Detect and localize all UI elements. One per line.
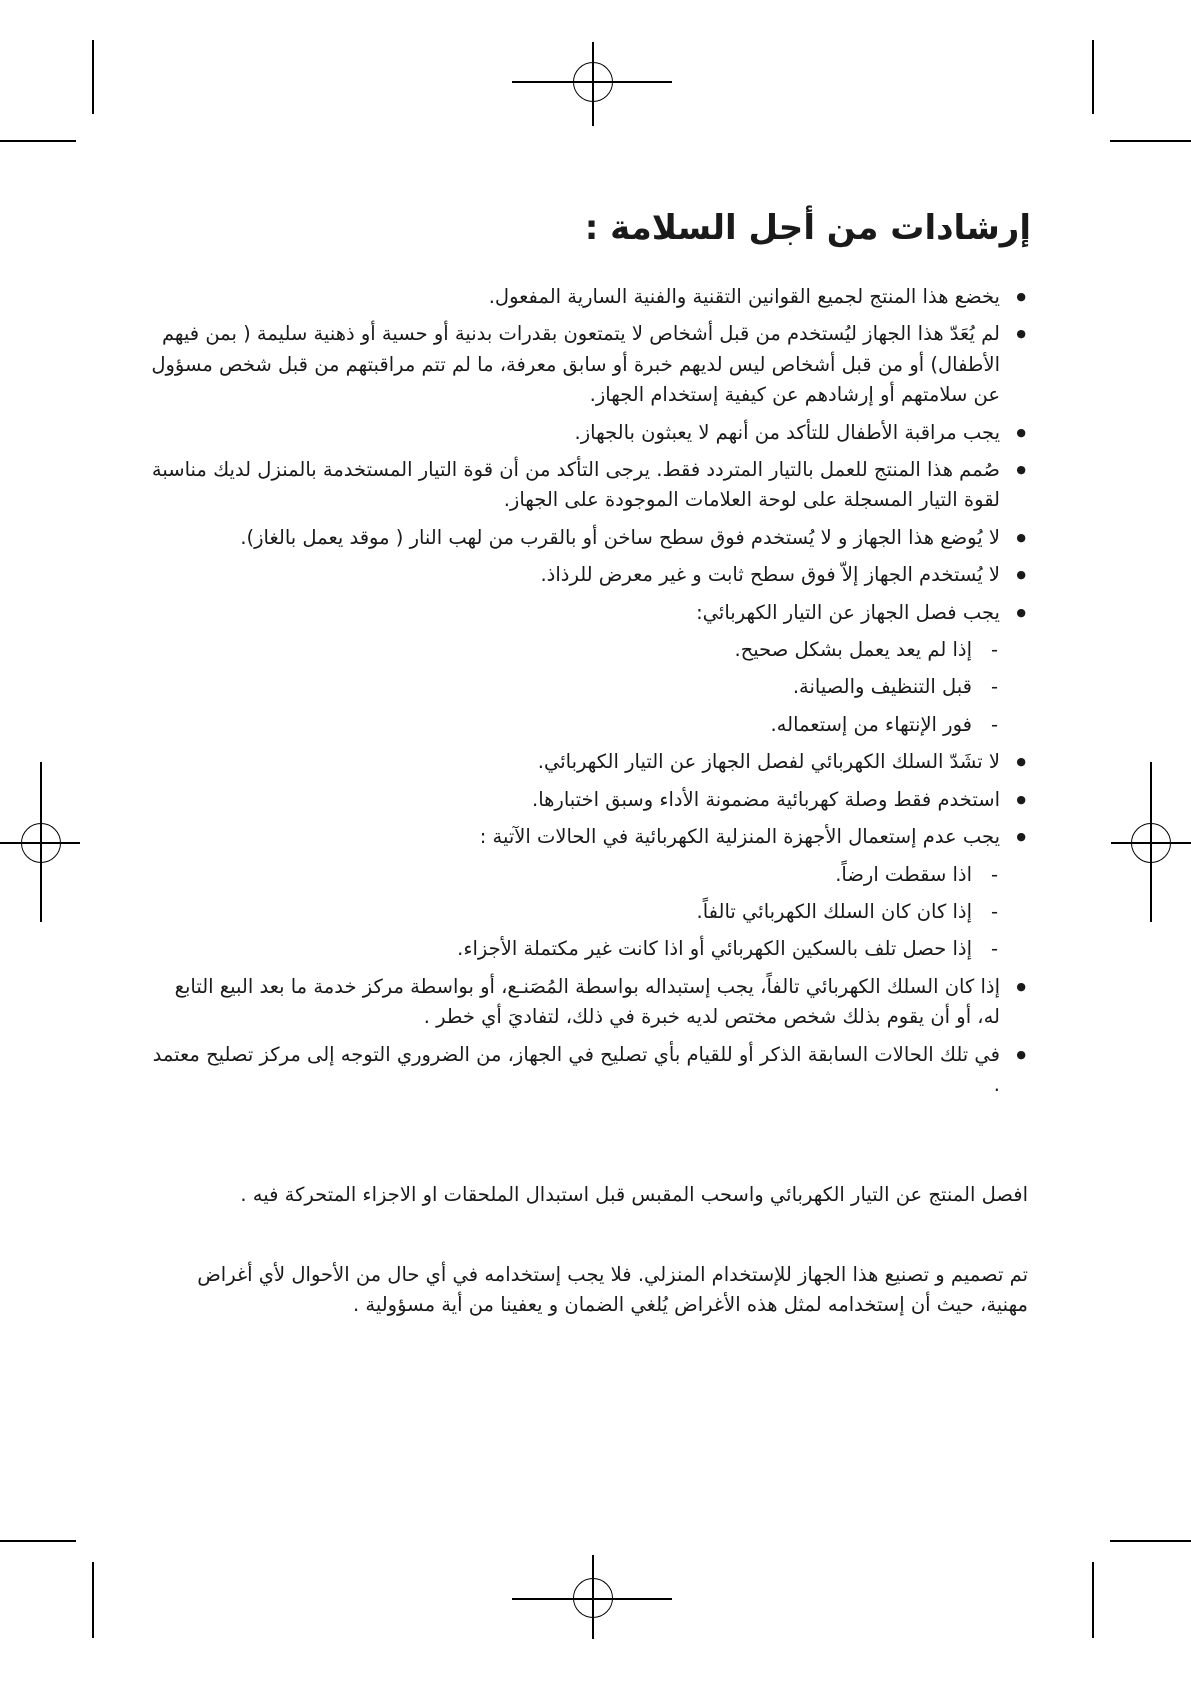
- list-item: ● يجب مراقبة الأطفال للتأكد من أنهم لا يعبثون بالجهاز.: [150, 418, 1028, 448]
- sub-list-item: - إذا لم يعد يعمل بشكل صحيح.: [150, 635, 1028, 665]
- registration-mark-bottom-circle: [573, 1578, 613, 1618]
- registration-mark-right-circle: [1131, 823, 1171, 863]
- list-item: ● استخدم فقط وصلة كهربائية مضمونة الأداء وسبق اختبارها.: [150, 785, 1028, 815]
- list-item: ● لا تشَدّ السلك الكهربائي لفصل الجهاز عن التيار الكهربائي.: [150, 747, 1028, 777]
- list-item: ● في تلك الحالات السابقة الذكر أو للقيام بأي تصليح في الجهاز، من الضروري التوجه إلى مركز تصليح معتمد .: [150, 1040, 1028, 1101]
- unplug-paragraph: افصل المنتج عن التيار الكهربائي واسحب المقبس قبل استبدال الملحقات او الاجزاء المتحركة فيه .: [240, 1182, 1028, 1206]
- page-title: إرشادات من أجل السلامة :: [584, 208, 1031, 248]
- registration-mark-left-circle: [21, 823, 61, 863]
- sub-list-item: - إذا حصل تلف بالسكين الكهربائي أو اذا كانت غير مكتملة الأجزاء.: [150, 934, 1028, 964]
- list-item: ● يخضع هذا المنتج لجميع القوانين التقنية والفنية السارية المفعول.: [150, 282, 1028, 312]
- safety-instructions-list: [150, 282, 1028, 1107]
- crop-mark-top-left-vertical: [92, 40, 94, 114]
- household-use-paragraph: تم تصميم و تصنيع هذا الجهاز للإستخدام المنزلي. فلا يجب إستخدامه في أي حال من الأحوال لأي أغراض مهنية، حيث أن إستخدامه لمثل هذه الأغراض يُلغي الضمان و يعفينا من أية مسؤولية .: [197, 1262, 1028, 1316]
- sub-list-item: - إذا كان كان السلك الكهربائي تالفاً.: [150, 897, 1028, 927]
- list-item: ● إذا كان السلك الكهربائي تالفاً، يجب إستبداله بواسطة المُصَنـع، أو بواسطة مركز خدمة ما بعد البيع التابع له، أو أن يقوم بذلك شخص مختص لديه خبرة في ذلك، لتفاديَ أي خطر .: [150, 972, 1028, 1033]
- crop-mark-top-left-horizontal: [0, 140, 76, 142]
- list-item: ● لم يُعَدّ هذا الجهاز ليُستخدم من قبل أشخاص لا يتمتعون بقدرات بدنية أو حسية أو ذهنية سليمة ( بمن فيهم الأطفال) أو من قبل أشخاص ليس لديهم خبرة أو سابق معرفة، ما لم تتم مراقبتهم من قبل شخص مسؤول عن سلامتهم أو إرشادهم عن كيفية إستخدام الجهاز.: [150, 319, 1028, 410]
- list-item: ● صُمم هذا المنتج للعمل بالتيار المتردد فقط. يرجى التأكد من أن قوة التيار المستخدمة بالمنزل لديك مناسبة لقوة التيار المسجلة على لوحة العلامات الموجودة على الجهاز.: [150, 455, 1028, 516]
- sub-list-item: - فور الإنتهاء من إستعماله.: [150, 710, 1028, 740]
- crop-mark-top-right-horizontal: [1110, 140, 1191, 142]
- sub-list-item: - اذا سقطت ارضاً.: [150, 860, 1028, 890]
- crop-mark-bottom-left-horizontal: [0, 1540, 76, 1542]
- crop-mark-bottom-right-horizontal: [1110, 1540, 1191, 1542]
- crop-mark-bottom-left-vertical: [92, 1562, 94, 1638]
- list-item: ● لا يُوضع هذا الجهاز و لا يُستخدم فوق سطح ساخن أو بالقرب من لهب النار ( موقد يعمل بالغاز).: [150, 523, 1028, 553]
- sub-list-item: - قبل التنظيف والصيانة.: [150, 672, 1028, 702]
- list-item: ● يجب عدم إستعمال الأجهزة المنزلية الكهربائية في الحالات الآتية :: [150, 822, 1028, 852]
- registration-mark-top-circle: [573, 62, 613, 102]
- crop-mark-top-right-vertical: [1092, 40, 1094, 114]
- list-item: ● لا يُستخدم الجهاز إلاّ فوق سطح ثابت و غير معرض للرذاذ.: [150, 560, 1028, 590]
- list-item: ● يجب فصل الجهاز عن التيار الكهربائي:: [150, 598, 1028, 628]
- crop-mark-bottom-right-vertical: [1092, 1562, 1094, 1638]
